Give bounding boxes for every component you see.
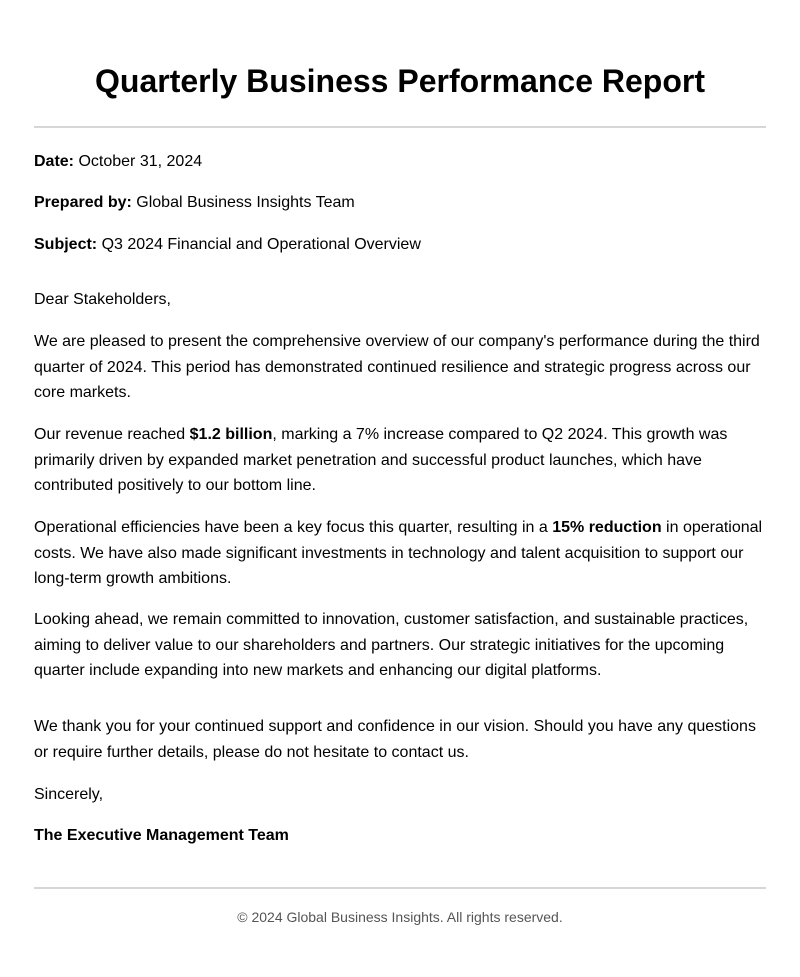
outlook-paragraph: Looking ahead, we remain committed to innovation, customer satisfaction, and sustainable practices, aiming to deliver value to our shareholders and partners. Our strategic initiatives for the upcoming quarter include expanding into new markets and enhancing our digital platforms. [34, 611, 749, 679]
cost-reduction-figure: 15% reduction [552, 519, 662, 536]
prepared-by-label: Prepared by: [34, 194, 132, 211]
thanks-paragraph: We thank you for your continued support and confidence in our vision. Should you have any questions or require further details, please do not hesitate to contact us. [34, 718, 756, 761]
date-value: October 31, 2024 [78, 153, 203, 170]
operations-paragraph: Operational efficiencies have been a key focus this quarter, resulting in a 15% reduction in operational costs. We have also made significant investments in technology and talent acquisition to support our long-term growth ambitions. [34, 519, 763, 587]
signature: The Executive Management Team [34, 827, 289, 844]
revenue-paragraph: Our revenue reached $1.2 billion, marking a 7% increase compared to Q2 2024. This growth was primarily driven by expanded market penetration and successful product launches, which have contributed positively to our bottom line. [34, 426, 728, 494]
footer-divider [34, 887, 766, 889]
header-divider [34, 126, 766, 128]
date-line [34, 152, 202, 172]
intro-paragraph: We are pleased to present the comprehensive overview of our company's performance during the third quarter of 2024. This period has demonstrated continued resilience and strategic progress across our core markets. [34, 333, 760, 401]
revenue-figure: $1.2 billion [189, 426, 273, 443]
subject-label: Subject: [34, 236, 98, 253]
subject-value: Q3 2024 Financial and Operational Overview [101, 236, 421, 253]
prepared-by-value: Global Business Insights Team [136, 194, 355, 211]
page-title: Quarterly Business Performance Report [95, 63, 705, 99]
subject-line [34, 235, 421, 255]
date-label: Date: [34, 153, 75, 170]
closing: Sincerely, [34, 786, 104, 803]
footer-copyright: © 2024 Global Business Insights. All rights reserved. [237, 909, 563, 925]
prepared-by-line [34, 193, 355, 213]
salutation: Dear Stakeholders, [34, 291, 171, 308]
